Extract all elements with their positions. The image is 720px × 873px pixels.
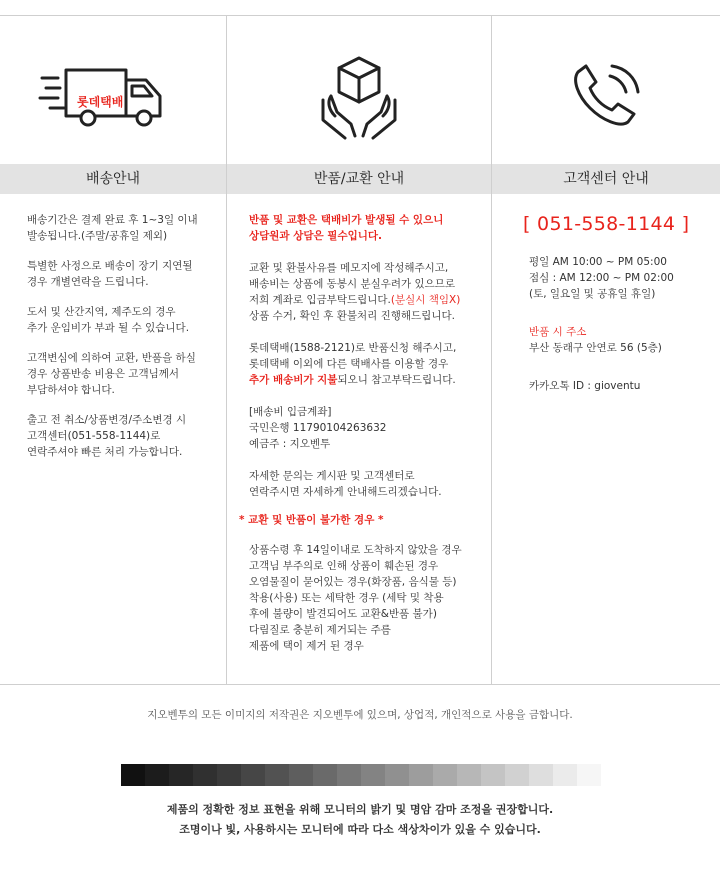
copyright-notice: 지오벤투의 모든 이미지의 저작권은 지오벤투에 있으며, 상업적, 개인적으로 사용을 금합니다. [147, 709, 573, 721]
delivery-text [0, 212, 226, 474]
not-allowed-item: 착용(사용) 또는 세탁한 경우 (세탁 및 착용 [249, 592, 444, 604]
gray-step [217, 764, 241, 786]
service-phone: [ 051-558-1144 ] [523, 213, 690, 235]
gray-step [313, 764, 337, 786]
gray-step [265, 764, 289, 786]
service-column [492, 16, 720, 684]
returns-paragraph-1: 교환 및 환불사유를 메모지에 작성해주시고, 배송비는 상품에 동봉시 분실우려가 있으므로 저희 계좌로 입금부탁드립니다.(분실시 책임X) 상품 수거, 확인 후 환불처리 진행해드립니다. [249, 262, 461, 322]
gray-step [433, 764, 457, 786]
not-allowed-item: 제품에 택이 제거 된 경우 [249, 640, 364, 652]
gray-step [481, 764, 505, 786]
monitor-notice: 제품의 정확한 정보 표현을 위해 모니터의 밝기 및 명암 감마 조정을 권장합니다. 조명이나 빛, 사용하시는 모니터에 따라 다소 색상차이가 있을 수 있습니다. [166, 803, 554, 836]
returns-notice: 반품 및 교환은 택배비가 발생될 수 있으니 상담원과 상담은 필수입니다. [249, 214, 444, 242]
phone-icon [492, 16, 720, 164]
gray-step [385, 764, 409, 786]
gray-step [505, 764, 529, 786]
gray-step [145, 764, 169, 786]
returns-paragraph-2: 롯데택배(1588-2121)로 반품신청 해주시고, 롯데택배 이외에 다른 택배사를 이용할 경우 추가 배송비가 지불되오니 참고부탁드립니다. [249, 342, 457, 386]
gray-step [193, 764, 217, 786]
delivery-column [0, 16, 226, 684]
account-info: [배송비 입금계좌] 국민은행 11790104263632 예금주 : 지오벤투 [249, 406, 387, 450]
gray-step [121, 764, 145, 786]
gray-step [289, 764, 313, 786]
returns-header: 반품/교환 안내 [227, 164, 491, 194]
not-allowed-title: * 교환 및 반품이 불가한 경우 * [239, 514, 384, 526]
gray-step [529, 764, 553, 786]
delivery-header: 배송안내 [0, 164, 226, 194]
delivery-paragraph: 도서 및 산간지역, 제주도의 경우 추가 운임비가 부과 될 수 있습니다. [27, 306, 190, 334]
gray-step [577, 764, 601, 786]
service-text [492, 212, 720, 394]
gray-step [457, 764, 481, 786]
gray-step [553, 764, 577, 786]
returns-text [227, 212, 491, 654]
gray-step [361, 764, 385, 786]
kakao-id: 카카오톡 ID : gioventu [529, 380, 641, 392]
not-allowed-item: 후에 불량이 발견되어도 교환&반품 불가) [249, 608, 437, 620]
service-header: 고객센터 안내 [492, 164, 720, 194]
gray-step [409, 764, 433, 786]
returns-column [226, 16, 492, 684]
truck-label: 롯데택배 [77, 95, 124, 109]
return-address: 반품 시 주소 부산 동래구 안연로 56 (5층) [529, 326, 662, 354]
not-allowed-item: 다림질로 충분히 제거되는 주름 [249, 624, 391, 636]
gray-step [337, 764, 361, 786]
delivery-paragraph: 특별한 사정으로 배송이 장기 지연될 경우 개별연락을 드립니다. [27, 260, 193, 288]
delivery-paragraph: 출고 전 취소/상품변경/주소변경 시 고객센터(051-558-1144)로 연락주셔야 빠른 처리 가능합니다. [27, 414, 187, 458]
grayscale-calibration-bar [121, 764, 601, 786]
inquiry-info: 자세한 문의는 게시판 및 고객센터로 연락주시면 자세하게 안내해드리겠습니다. [249, 470, 442, 498]
not-allowed-item: 오염물질이 묻어있는 경우(화장품, 음식물 등) [249, 576, 457, 588]
gray-step [169, 764, 193, 786]
not-allowed-list [249, 542, 481, 654]
not-allowed-item: 고객님 부주의로 인해 상품이 훼손된 경우 [249, 560, 439, 572]
delivery-paragraph: 고객변심에 의하여 교환, 반품을 하실 경우 상품반송 비용은 고객님께서 부담하셔야 합니다. [27, 352, 196, 396]
package-hands-icon [227, 16, 491, 164]
service-hours: 평일 AM 10:00 ~ PM 05:00 점심 : AM 12:00 ~ PM 02:00 (토, 일요일 및 공휴일 휴일) [529, 256, 674, 300]
info-panel [0, 15, 720, 685]
not-allowed-item: 상품수령 후 14일이내로 도착하지 않았을 경우 [249, 544, 462, 556]
gray-step [241, 764, 265, 786]
delivery-truck-icon [0, 16, 226, 164]
delivery-paragraph: 배송기간은 결제 완료 후 1~3일 이내 발송됩니다.(주말/공휴일 제외) [27, 214, 198, 242]
